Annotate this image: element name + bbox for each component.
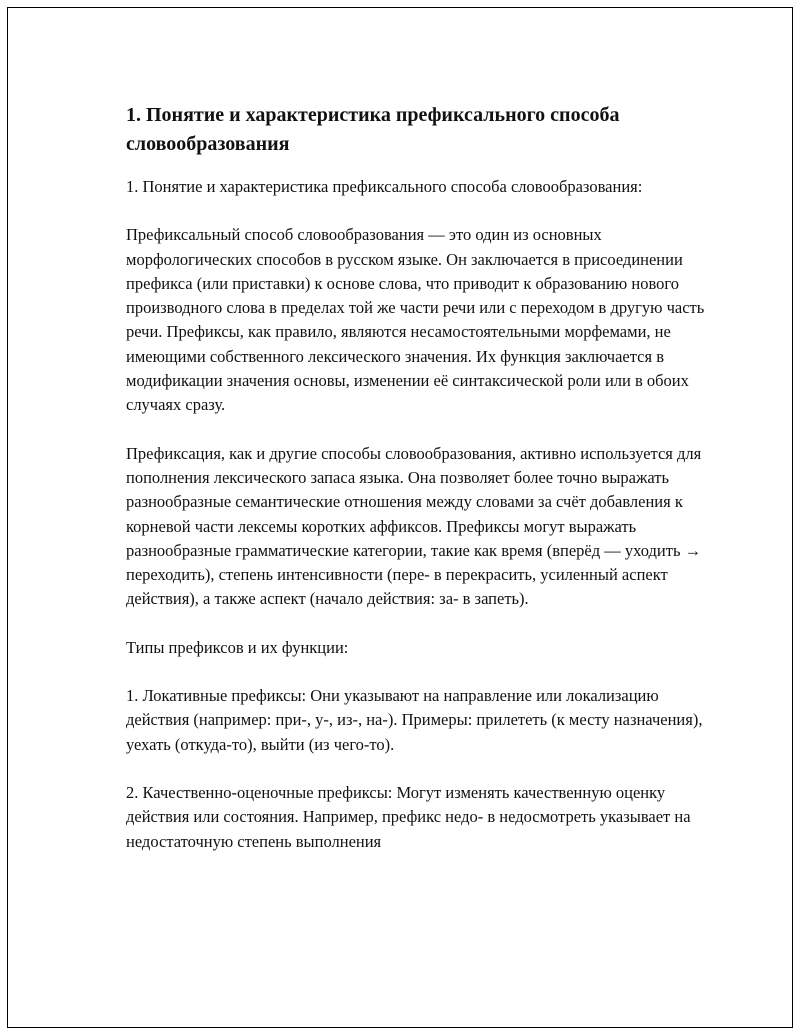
document-title: 1. Понятие и характеристика префиксального способа словообразования [126,104,620,155]
document-body [126,101,706,878]
page-frame [7,7,793,1028]
paragraph-types-heading: Типы префиксов и их функции: [126,637,349,657]
paragraph-locative-prefixes: 1. Локативные префиксы: Они указывают на направление или локализацию действия (например: при-, у-, из-, на-). Примеры: прилететь (к месту назначения), уехать (откуда-то), выйти (из чего-то). [126,686,703,754]
paragraph-qualitative-prefixes: 2. Качественно-оценочные префиксы: Могут изменять качественную оценку действия или состояния. Например, префикс недо- в недосмотреть указывает на недостаточную степень выполнения [126,782,691,851]
paragraph-intro-heading: 1. Понятие и характеристика префиксального способа словообразования: [126,177,643,196]
paragraph-definition: Префиксальный способ словообразования — это один из основных морфологических способов в русском языке. Он заключается в присоединении префикса (или приставки) к основе слова, что приводит к образованию нового производного слова в пределах той же части речи или с переходом в другую часть речи. Префиксы, как правило, являются несамостоятельными морфемами, не имеющими собственного лексического значения. Их функция заключается в модификации значения основы, изменении её синтаксической роли или в обоих случаях сразу. [126,225,705,415]
paragraph-prefixation: Префиксация, как и другие способы словообразования, активно используется для пополнения лексического запаса языка. Она позволяет более точно выражать разнообразные семантические отношения между словами за счёт добавления к корневой части лексемы коротких аффиксов. Префиксы могут выражать разнообразные грамматические категории, такие как время (вперёд — уходить → переходить), степень интенсивности (пере- в перекрасить, усиленный аспект действия), а также аспект (начало действия: за- в запеть). [126,443,702,609]
